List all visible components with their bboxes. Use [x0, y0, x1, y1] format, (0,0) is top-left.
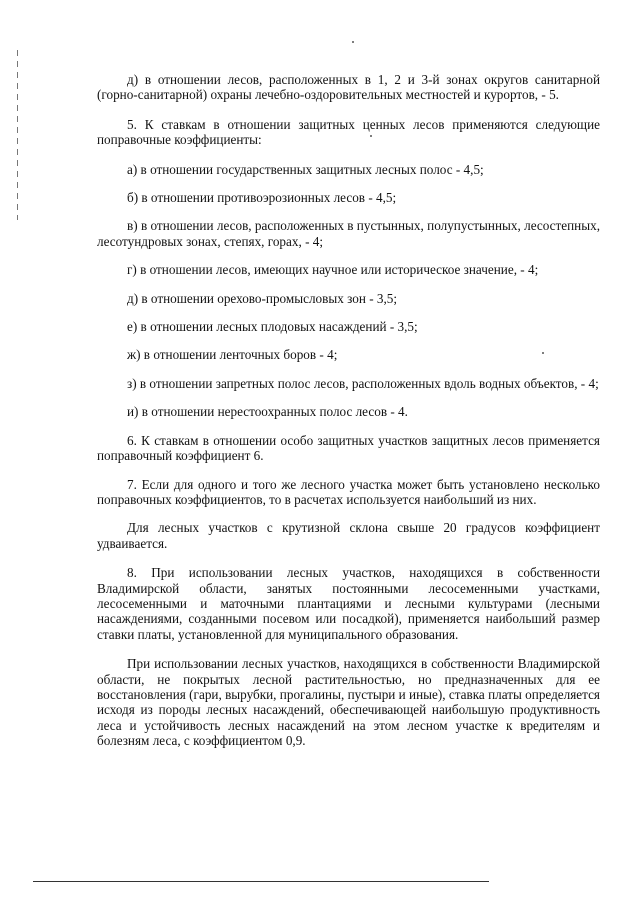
- paragraph-8-regional-plots: 8. При использовании лесных участков, находящихся в собственности Владимирской области, занятых постоянными лесосеменными участками, лесосеменными и маточными плантациями и лесными культурами (лесными насаждениями, созданными посевом или посадкой), применяется наибольший размер ставки платы, установленной для муниципального образования.: [97, 565, 600, 642]
- list-item-d: д) в отношении орехово-промысловых зон - 3,5;: [127, 290, 398, 306]
- paragraph-6-special-protective: 6. К ставкам в отношении особо защитных участков защитных лесов применяется поправочный коэффициент 6.: [97, 432, 600, 464]
- list-item-a: а) в отношении государственных защитных лесных полос - 4,5;: [127, 161, 484, 177]
- binding-margin-marks: [17, 50, 18, 220]
- paragraph-slope-coefficient: Для лесных участков с крутизной склона свыше 20 градусов коэффициент удваивается.: [97, 520, 600, 551]
- list-item-v: в) в отношении лесов, расположенных в пустынных, полупустынных, лесостепных, лесотундровых зонах, степях, горах, - 4;: [97, 218, 600, 249]
- footer-rule: [33, 881, 489, 882]
- paragraph-5-protective-forests: 5. К ставкам в отношении защитных ценных лесов применяются следующие поправочные коэффициенты:: [97, 116, 600, 148]
- list-item-i: и) в отношении нерестоохранных полос лесов - 4.: [127, 404, 408, 420]
- paragraph-4-d-resorts: д) в отношении лесов, расположенных в 1, 2 и 3-й зонах округов санитарной (горно-санитарной) охраны лечебно-оздоровительных местностей и курортов, - 5.: [97, 72, 600, 103]
- list-item-b: б) в отношении противоэрозионных лесов - 4,5;: [127, 190, 397, 206]
- document-body: [97, 72, 600, 749]
- list-item-g: г) в отношении лесов, имеющих научное или историческое значение, - 4;: [127, 262, 539, 278]
- scan-speck: [542, 352, 544, 354]
- paragraph-8-unforested-plots: При использовании лесных участков, находящихся в собственности Владимирской области, не покрытых лесной растительностью, но предназначенных для ее восстановления (гари, вырубки, прогалины, пустыри и иные), ставка платы определяется исходя из породы лесных насаждений, обеспечивающей наибольшую продуктивность леса и устойчивость лесных насаждений на этом лесном участке к вредителям и болезням леса, с коэффициентом 0,9.: [97, 656, 600, 749]
- scan-speck: [352, 41, 354, 43]
- paragraph-7-multiple-coefficients: 7. Если для одного и того же лесного участка может быть установлено несколько поправочных коэффициентов, то в расчетах используется наибольший из них.: [97, 476, 600, 507]
- list-item-zh: ж) в отношении ленточных боров - 4;: [127, 347, 338, 363]
- list-item-e: е) в отношении лесных плодовых насаждений - 3,5;: [127, 319, 418, 335]
- scan-speck: [370, 135, 372, 137]
- list-item-z: з) в отношении запретных полос лесов, расположенных вдоль водных объектов, - 4;: [127, 375, 599, 391]
